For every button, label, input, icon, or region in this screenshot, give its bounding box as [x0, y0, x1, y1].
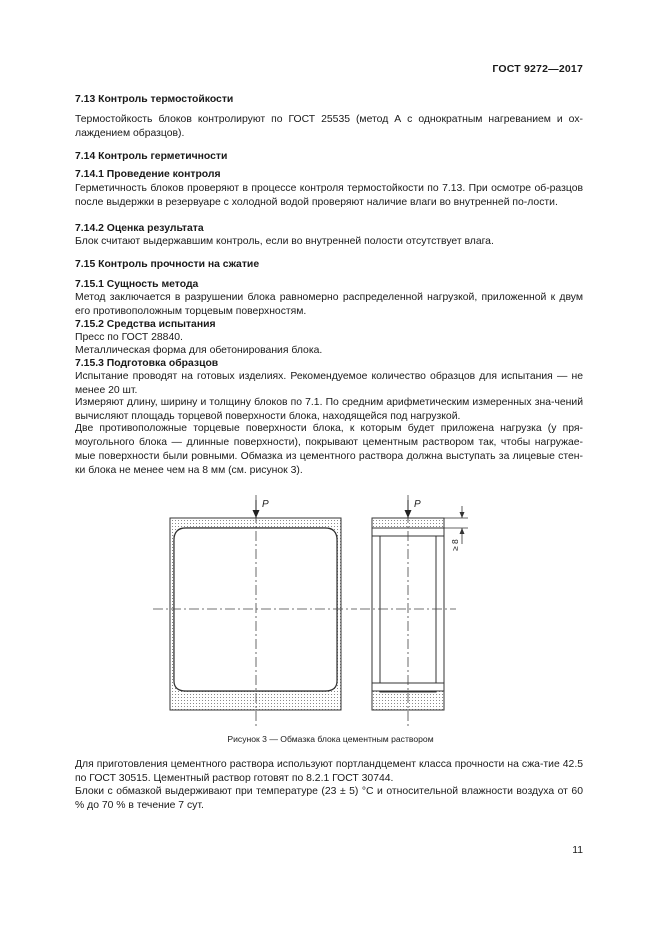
load-label-right: P — [414, 499, 421, 510]
section-7-15-2-text-a: Пресс по ГОСТ 28840. — [75, 332, 183, 343]
dimension-label: ≥ 8 — [450, 539, 460, 551]
load-arrow-right — [405, 510, 412, 518]
section-7-13-text: Термостойкость блоков контролируют по ГОСТ 25535 (метод А с однократным нагреванием и ох-лаждением образцов). — [75, 114, 583, 139]
section-7-14-2-title: 7.14.2 Оценка результата — [75, 223, 204, 234]
cement-text: Для приготовления цементного раствора используют портландцемент класса прочности на сжа-тие 42.5 по ГОСТ 30515. Цементный раствор готовят по 8.2.1 ГОСТ 30744. — [75, 759, 583, 784]
section-7-15-3-text-a: Испытание проводят на готовых изделиях. Рекомендуемое количество образцов для испытания — не менее 20 шт. — [75, 371, 583, 396]
section-7-14-1-text: Герметичность блоков проверяют в процессе контроля термостойкости по 7.13. При осмотре об-разцов после выдержки в резервуаре с холодной водой проверяют наличие влаги во внутренней по-лости. — [75, 183, 583, 208]
figure-caption: Рисунок 3 — Обмазка блока цементным раствором — [227, 734, 434, 744]
load-label-left: P — [262, 499, 269, 510]
section-7-15-1-text: Метод заключается в разрушении блока равномерно распределенной нагрузкой, приложенной к двум его противоположным торцевым поверхностям. — [75, 292, 583, 317]
block-section-view — [360, 495, 468, 728]
section-7-15-3-title: 7.15.3 Подготовка образцов — [75, 358, 219, 369]
section-7-13-title: 7.13 Контроль термостойкости — [75, 94, 234, 105]
section-7-15-1-title: 7.15.1 Сущность метода — [75, 279, 199, 290]
section-7-14-1-title: 7.14.1 Проведение контроля — [75, 169, 221, 180]
section-7-14-2-text: Блок считают выдержавшим контроль, если во внутренней полости отсутствует влага. — [75, 236, 494, 247]
section-7-15-3-text-c: Две противоположные торцевые поверхности блока, к которым будет приложена нагрузка (у пря-моугольного блока — длинные поверхности), покрывают цементным раствором так, чтобы нагружае-мые поверхности были ровными. Обмазка из цементного раствора должна выступать за лицевые стен-ки блока не менее чем на 8 мм (см. рисунок 3). — [75, 423, 583, 476]
load-arrow-left — [253, 510, 260, 518]
section-7-15-2-text-b: Металлическая форма для обетонирования блока. — [75, 345, 323, 356]
section-7-14-title: 7.14 Контроль герметичности — [75, 151, 228, 162]
standard-header: ГОСТ 9272—2017 — [492, 63, 583, 75]
section-7-15-title: 7.15 Контроль прочности на сжатие — [75, 259, 260, 270]
block-front-view — [153, 495, 357, 728]
section-7-15-2-title: 7.15.2 Средства испытания — [75, 319, 216, 330]
curing-text: Блоки с обмазкой выдерживают при температуре (23 ± 5) °С и относительной влажности воздуха от 60 % до 70 % в течение 7 сут. — [75, 786, 583, 811]
page-number: 11 — [572, 845, 583, 856]
section-7-15-3-text-b: Измеряют длину, ширину и толщину блоков по 7.1. По средним арифметическим измеренных зна-чений вычисляют площадь торцевой поверхности блока, находящейся под нагрузкой. — [75, 397, 583, 422]
